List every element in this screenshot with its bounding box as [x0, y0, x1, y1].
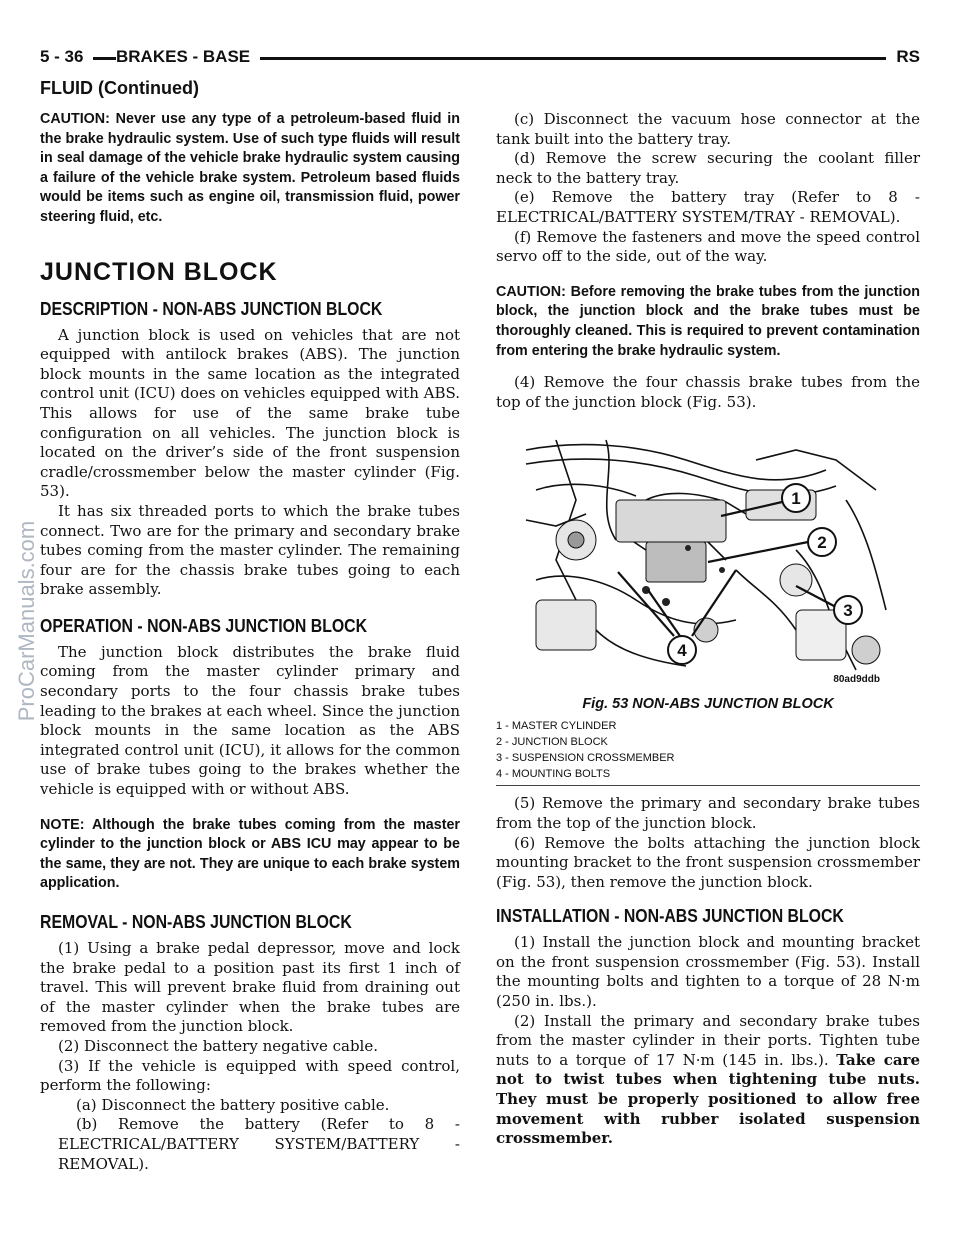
removal-step-3c: (c) Disconnect the vacuum hose connector at the tank built into the battery tray.	[496, 110, 920, 148]
callout-2: 2	[817, 533, 827, 553]
legend-item: 1 - MASTER CYLINDER	[496, 720, 617, 733]
section-title: BRAKES - BASE	[116, 47, 260, 67]
removal-heading: REMOVAL - NON-ABS JUNCTION BLOCK	[40, 912, 352, 932]
callout-4: 4	[677, 641, 687, 661]
model-code: RS	[886, 47, 920, 67]
caution-tubes: CAUTION: Before removing the brake tubes from the junction block, the junction block and the brake tubes must be thoroughly cleaned. This is required to prevent contamination from entering the brake hydraulic system.	[496, 283, 920, 359]
description-heading: DESCRIPTION - NON-ABS JUNCTION BLOCK	[40, 298, 383, 319]
install-step-1: (1) Install the junction block and mounting bracket on the front suspension crossmember (Fig. 53). Install the mounting bolts and tighten to a torque of 28 N·m (250 in. lbs.).	[496, 933, 920, 1011]
figure-title: Fig. 53 NON-ABS JUNCTION BLOCK	[582, 696, 834, 713]
callout-1: 1	[791, 489, 801, 509]
removal-step-3d: (d) Remove the screw securing the coolant filler neck to the battery tray.	[496, 149, 920, 187]
watermark: ProCarManuals.com	[14, 520, 39, 722]
figure-53	[496, 430, 920, 786]
legend-item: 4 - MOUNTING BOLTS	[496, 768, 611, 781]
right-column	[496, 110, 920, 1149]
removal-step-3f: (f) Remove the fasteners and move the speed control servo off to the side, out of the way.	[496, 227, 920, 266]
removal-step-1: (1) Using a brake pedal depressor, move and lock the brake pedal to a position past its first 1 inch of travel. This will prevent brake fluid from draining out of the master cylinder when the brake tubes are removed from the junction block.	[40, 939, 460, 1036]
removal-step-3b: (b) Remove the battery (Refer to 8 - ELECTRICAL/BATTERY SYSTEM/BATTERY - REMOVAL).	[58, 1115, 460, 1173]
installation-heading: INSTALLATION - NON-ABS JUNCTION BLOCK	[496, 906, 844, 927]
figure-code: 80ad9ddb	[833, 674, 880, 686]
legend-item: 2 - JUNCTION BLOCK	[496, 736, 608, 749]
removal-step-3: (3) If the vehicle is equipped with speed control, perform the following:	[40, 1056, 460, 1095]
removal-step-4: (4) Remove the four chassis brake tubes from the top of the junction block (Fig. 53).	[496, 373, 920, 411]
description-paragraph-2: It has six threaded ports to which the brake tubes connect. Two are for the primary and secondary brake tubes coming from the master cylinder. The remaining four are for the chassis brake tubes going to each brake assembly.	[40, 501, 460, 599]
operation-paragraph: The junction block distributes the brake fluid coming from the master cylinder primary and secondary ports to the four chassis brake tubes leading to the brakes at each wheel. Since the junction block mounts in the same location as the ABS integrated control unit (ICU), it allows for the common use of brake tubes going to the brakes whether the vehicle is equipped with or without ABS.	[40, 642, 460, 799]
install-step-2-emphasis: Take care not to twist tubes when tightening tube nuts. They must be properly positioned to allow free movement with rubber isolated suspension crossmember.	[496, 1050, 921, 1148]
description-paragraph-1: A junction block is used on vehicles that are not equipped with antilock brakes (ABS). The junction block mounts in the same location as the integrated control unit (ICU) does on vehicles equipped with ABS. This allows for use of the same brake tube configuration on all vehicles. The junction block is located on the driver’s side of the front suspension cradle/crossmember below the master cylinder (Fig. 53).	[40, 325, 460, 501]
figure-legend	[496, 718, 920, 786]
removal-step-2: (2) Disconnect the battery negative cable.	[58, 1036, 379, 1055]
left-column	[40, 110, 460, 1174]
install-step-2-text: (2) Install the primary and secondary brake tubes from the master cylinder in their ports. Tighten tube nuts to a torque of 17 N·m (145 in. lbs.).	[496, 1011, 920, 1069]
removal-step-3a: (a) Disconnect the battery positive cable.	[76, 1095, 390, 1114]
continued-title: FLUID (Continued)	[40, 78, 199, 98]
removal-step-6: (6) Remove the bolts attaching the junction block mounting bracket to the front suspension crossmember (Fig. 53), then remove the junction block.	[496, 833, 920, 891]
page-header	[40, 47, 920, 71]
note: NOTE: Although the brake tubes coming from the master cylinder to the junction block or ABS ICU may appear to be the same, they are not. They are unique to each brake system application.	[40, 816, 460, 892]
page-number: 5 - 36	[40, 47, 93, 67]
main-heading: JUNCTION BLOCK	[40, 257, 278, 286]
install-step-2	[496, 1012, 920, 1149]
caution-fluid: CAUTION: Never use any type of a petroleum-based fluid in the brake hydraulic system. Use of such type fluids will result in seal damage of the vehicle brake hydraulic system causing a failure of the vehicle brake system. Petroleum based fluids would be items such as engine oil, transmission fluid, power steering fluid, etc.	[40, 111, 460, 225]
removal-step-3e: (e) Remove the battery tray (Refer to 8 - ELECTRICAL/BATTERY SYSTEM/TRAY - REMOVAL).	[496, 188, 920, 226]
legend-item: 3 - SUSPENSION CROSSMEMBER	[496, 752, 675, 765]
operation-heading: OPERATION - NON-ABS JUNCTION BLOCK	[40, 615, 368, 636]
junction-block-illustration	[496, 430, 920, 692]
removal-step-5: (5) Remove the primary and secondary brake tubes from the top of the junction block.	[496, 794, 920, 832]
callout-3: 3	[843, 601, 853, 621]
